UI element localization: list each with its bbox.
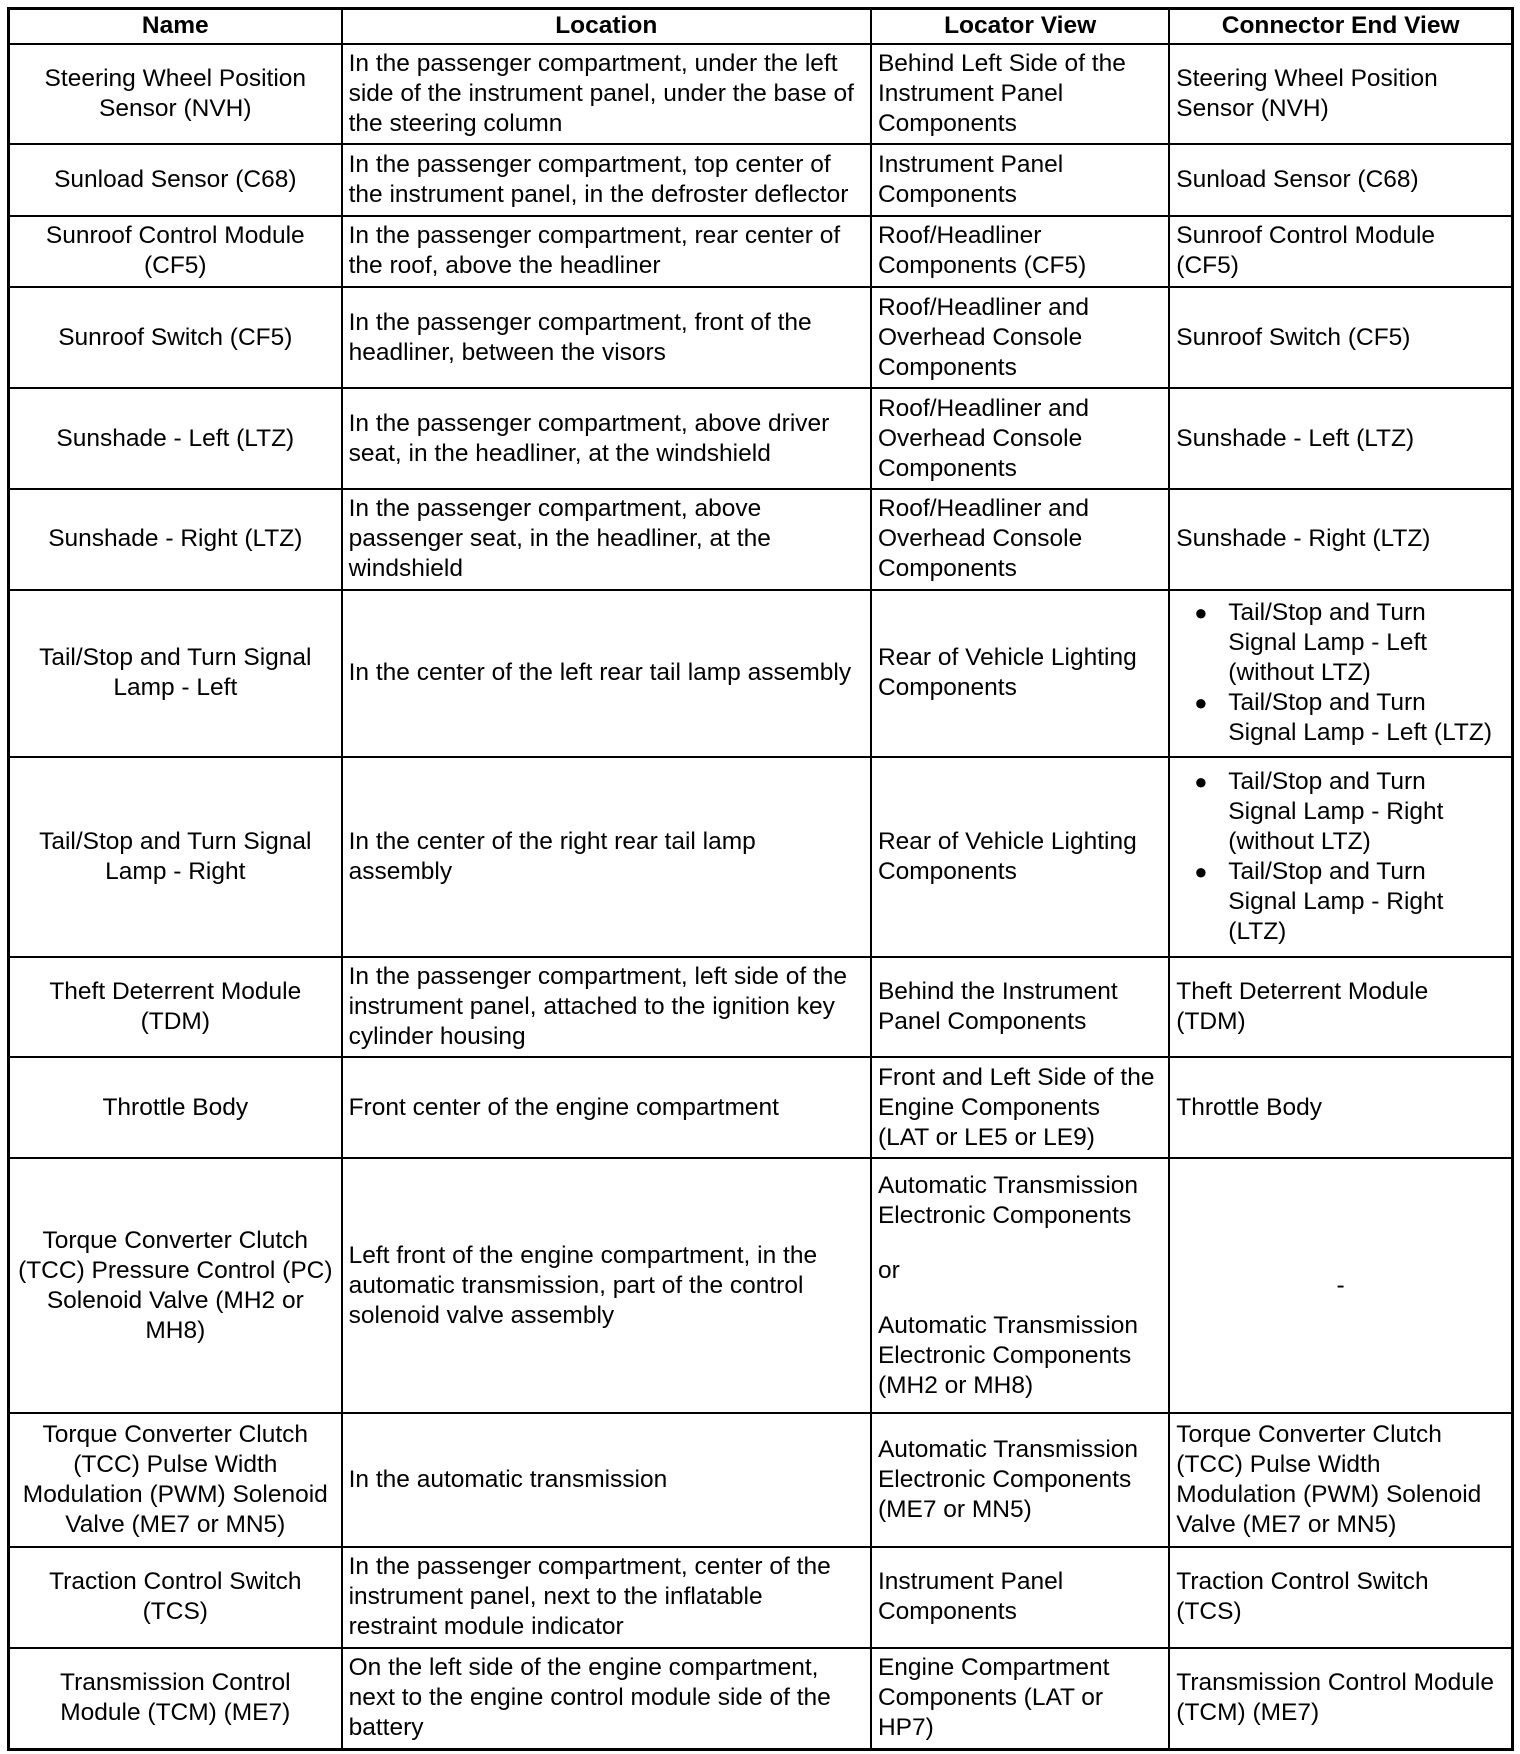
name-line: (TCC) Pulse Width: [73, 1450, 278, 1478]
location-line: In the passenger compartment, center of the: [348, 1553, 831, 1581]
connector-line: Theft Deterrent Module: [1176, 977, 1429, 1005]
connector-line: Sunroof Control Module: [1176, 222, 1436, 250]
location-line: solenoid valve assembly: [348, 1301, 615, 1329]
connector-bullet-item: [1228, 598, 1505, 688]
connector-line: Sunshade - Right (LTZ): [1176, 525, 1431, 553]
locator-line: Panel Components: [877, 1007, 1087, 1035]
connector-line: (without LTZ): [1228, 659, 1371, 687]
connector-line: (CF5): [1176, 252, 1239, 280]
connector-line: (without LTZ): [1228, 827, 1371, 855]
locator-line: HP7): [877, 1714, 934, 1742]
locator-line: Electronic Components: [877, 1465, 1132, 1493]
cell-name: [9, 287, 342, 388]
location-line: restraint module indicator: [348, 1613, 624, 1641]
cell-location: [342, 590, 871, 757]
locator-line: Behind the Instrument: [877, 977, 1118, 1005]
cell-locator-view: [871, 1648, 1169, 1750]
connector-line: Traction Control Switch: [1176, 1568, 1429, 1596]
connector-line: Valve (ME7 or MN5): [1176, 1510, 1397, 1538]
connector-line: ● Tail/Stop and Turn: [1228, 767, 1426, 795]
connector-bullet-item: [1228, 857, 1505, 947]
cell-location: [342, 1057, 871, 1158]
location-line: In the center of the left rear tail lamp assembly: [348, 659, 852, 687]
name-line: Torque Converter Clutch: [42, 1420, 309, 1448]
name-line: Lamp - Left: [113, 674, 238, 702]
location-line: Left front of the engine compartment, in the: [348, 1241, 818, 1269]
location-line: instrument panel, next to the inflatable: [348, 1583, 763, 1611]
name-line: Torque Converter Clutch: [42, 1226, 309, 1254]
connector-line: (LTZ): [1228, 917, 1287, 945]
location-line: In the passenger compartment, left side of the: [348, 962, 848, 990]
name-line: Sunshade - Right (LTZ): [48, 525, 303, 553]
locator-line: Instrument Panel: [877, 79, 1064, 107]
cell-location: [342, 44, 871, 145]
table-row: [9, 757, 1513, 957]
cell-connector-end-view: [1169, 489, 1512, 590]
table-body: [9, 44, 1513, 1750]
cell-connector-end-view: [1169, 1057, 1512, 1158]
locator-line: Components: [877, 454, 1017, 482]
table-row: [9, 216, 1513, 287]
locator-line: (MH2 or MH8): [877, 1371, 1034, 1399]
locator-line: Roof/Headliner and: [877, 495, 1090, 523]
cell-connector-end-view: [1169, 144, 1512, 215]
locator-line: Components (CF5): [877, 252, 1087, 280]
connector-line: (TCS): [1176, 1598, 1242, 1626]
location-line: windshield: [348, 555, 463, 583]
location-line: In the passenger compartment, above driver: [348, 409, 830, 437]
cell-connector-end-view: [1169, 1648, 1512, 1750]
name-line: Sensor (NVH): [99, 94, 252, 122]
cell-locator-view: [871, 489, 1169, 590]
locator-line: Components (LAT or: [877, 1684, 1104, 1712]
header-row: [9, 9, 1513, 44]
cell-locator-view: [871, 1158, 1169, 1413]
cell-connector-end-view: [1169, 388, 1512, 489]
locator-line: Automatic Transmission: [877, 1435, 1139, 1463]
location-line: side of the instrument panel, under the base of: [348, 79, 854, 107]
cell-connector-end-view: [1169, 590, 1512, 757]
location-line: In the passenger compartment, under the left: [348, 49, 838, 77]
cell-locator-view: [871, 1547, 1169, 1648]
cell-location: [342, 489, 871, 590]
connector-bullet-item: [1228, 688, 1505, 748]
cell-location: [342, 1648, 871, 1750]
location-line: the roof, above the headliner: [348, 252, 661, 280]
locator-line: Electronic Components: [877, 1341, 1132, 1369]
locator-line: Roof/Headliner: [877, 222, 1042, 250]
connector-line: (TDM): [1176, 1007, 1246, 1035]
name-line: Lamp - Right: [105, 857, 246, 885]
locator-line: Engine Compartment: [877, 1654, 1110, 1682]
cell-connector-end-view: [1169, 957, 1512, 1058]
locator-line: Behind Left Side of the: [877, 49, 1126, 77]
connector-line: Steering Wheel Position: [1176, 64, 1438, 92]
connector-line: Signal Lamp - Left (LTZ): [1228, 719, 1492, 747]
connector-line: ● Tail/Stop and Turn: [1228, 857, 1426, 885]
cell-locator-view: [871, 44, 1169, 145]
locator-line: Automatic Transmission: [877, 1311, 1139, 1339]
location-line: In the passenger compartment, top center of: [348, 151, 831, 179]
table-row: [9, 388, 1513, 489]
table-row: [9, 1057, 1513, 1158]
name-line: Sunload Sensor (C68): [54, 166, 297, 194]
cell-locator-view: [871, 757, 1169, 957]
table-row: [9, 957, 1513, 1058]
location-line: battery: [348, 1714, 424, 1742]
table-row: [9, 287, 1513, 388]
location-line: next to the engine control module side of the: [348, 1684, 831, 1712]
connector-line: Sunroof Switch (CF5): [1176, 323, 1411, 351]
cell-name: [9, 1413, 342, 1547]
name-line: Module (TCM) (ME7): [60, 1699, 291, 1727]
connector-line: Sensor (NVH): [1176, 94, 1329, 122]
table-row: [9, 489, 1513, 590]
name-line: Sunroof Control Module: [45, 222, 305, 250]
locator-line: Roof/Headliner and: [877, 293, 1090, 321]
cell-location: [342, 388, 871, 489]
location-line: In the passenger compartment, above: [348, 495, 762, 523]
cell-name: [9, 44, 342, 145]
locator-line: or: [877, 1256, 900, 1284]
location-line: instrument panel, attached to the ignition key: [348, 992, 835, 1020]
cell-name: [9, 1648, 342, 1750]
connector-line: Sunshade - Left (LTZ): [1176, 424, 1415, 452]
connector-line: Throttle Body: [1176, 1093, 1322, 1121]
cell-location: [342, 216, 871, 287]
cell-name: [9, 489, 342, 590]
table-row: [9, 144, 1513, 215]
cell-name: [9, 590, 342, 757]
name-line: Solenoid Valve (MH2 or: [46, 1286, 304, 1314]
location-line: On the left side of the engine compartment,: [348, 1654, 819, 1682]
connector-line: Modulation (PWM) Solenoid: [1176, 1480, 1482, 1508]
locator-line: Rear of Vehicle Lighting: [877, 644, 1137, 672]
cell-name: [9, 216, 342, 287]
cell-location: [342, 1158, 871, 1413]
table-row: [9, 1648, 1513, 1750]
cell-name: [9, 388, 342, 489]
table-row: [9, 44, 1513, 145]
locator-line: Overhead Console: [877, 525, 1083, 553]
connector-line: Transmission Control Module: [1176, 1669, 1494, 1697]
location-line: cylinder housing: [348, 1022, 526, 1050]
locator-line: Engine Components: [877, 1093, 1100, 1121]
cell-location: [342, 144, 871, 215]
cell-connector-end-view: [1169, 1547, 1512, 1648]
connector-bullet-list: [1176, 598, 1505, 748]
header-name: Name: [9, 9, 342, 44]
cell-location: [342, 287, 871, 388]
component-locator-table: [7, 7, 1514, 1751]
name-line: Sunshade - Left (LTZ): [56, 424, 295, 452]
connector-bullet-item: [1228, 767, 1505, 857]
name-line: (TCC) Pressure Control (PC): [18, 1256, 333, 1284]
cell-name: [9, 1547, 342, 1648]
name-line: (TDM): [140, 1007, 210, 1035]
locator-line: Components: [877, 109, 1017, 137]
location-line: In the passenger compartment, rear center of: [348, 222, 841, 250]
name-line: Steering Wheel Position: [44, 64, 307, 92]
locator-line: Components: [877, 857, 1017, 885]
locator-line: Front and Left Side of the: [877, 1063, 1155, 1091]
cell-locator-view: [871, 144, 1169, 215]
locator-line: Roof/Headliner and: [877, 394, 1090, 422]
locator-line: Overhead Console: [877, 323, 1083, 351]
connector-line: Torque Converter Clutch: [1176, 1420, 1442, 1448]
cell-name: [9, 1158, 342, 1413]
cell-connector-end-view: [1169, 216, 1512, 287]
name-line: Traction Control Switch: [49, 1568, 302, 1596]
header-location: Location: [342, 9, 871, 44]
locator-line: Components: [877, 674, 1017, 702]
table-row: [9, 1158, 1513, 1413]
locator-line: Components: [877, 555, 1017, 583]
connector-line: (TCC) Pulse Width: [1176, 1450, 1381, 1478]
locator-line: (LAT or LE5 or LE9): [877, 1123, 1095, 1151]
cell-connector-end-view: [1169, 44, 1512, 145]
connector-line: Signal Lamp - Right: [1228, 797, 1444, 825]
name-line: Tail/Stop and Turn Signal: [39, 644, 312, 672]
header-locator-view: Locator View: [871, 9, 1169, 44]
locator-line: Components: [877, 353, 1017, 381]
cell-locator-view: [871, 287, 1169, 388]
location-line: the steering column: [348, 109, 563, 137]
cell-locator-view: [871, 216, 1169, 287]
name-line: Throttle Body: [102, 1093, 249, 1121]
name-line: Theft Deterrent Module: [49, 977, 302, 1005]
location-line: seat, in the headliner, at the windshield: [348, 439, 771, 467]
connector-line: Signal Lamp - Left: [1228, 629, 1428, 657]
cell-locator-view: [871, 1057, 1169, 1158]
cell-locator-view: [871, 590, 1169, 757]
cell-locator-view: [871, 1413, 1169, 1547]
cell-locator-view: [871, 388, 1169, 489]
locator-line: Components: [877, 181, 1017, 209]
connector-line: (TCM) (ME7): [1176, 1699, 1320, 1727]
header-connector-end-view: Connector End View: [1169, 9, 1512, 44]
connector-line: Signal Lamp - Right: [1228, 887, 1444, 915]
name-line: Modulation (PWM) Solenoid: [22, 1480, 328, 1508]
name-line: (TCS): [142, 1598, 208, 1626]
table-row: [9, 590, 1513, 757]
connector-bullet-list: [1176, 767, 1505, 947]
name-line: Tail/Stop and Turn Signal: [39, 827, 312, 855]
cell-location: [342, 1413, 871, 1547]
location-line: the instrument panel, in the defroster deflector: [348, 181, 849, 209]
cell-connector-end-view: [1169, 1413, 1512, 1547]
cell-connector-end-view: [1169, 287, 1512, 388]
locator-line: Rear of Vehicle Lighting: [877, 827, 1137, 855]
name-line: Transmission Control: [60, 1669, 291, 1697]
name-line: Valve (ME7 or MN5): [65, 1510, 286, 1538]
cell-location: [342, 757, 871, 957]
cell-name: [9, 144, 342, 215]
location-line: automatic transmission, part of the control: [348, 1271, 804, 1299]
locator-line: Overhead Console: [877, 424, 1083, 452]
connector-line: ● Tail/Stop and Turn: [1228, 599, 1426, 627]
locator-line: Automatic Transmission: [877, 1171, 1139, 1199]
name-line: Sunroof Switch (CF5): [58, 323, 293, 351]
locator-line: (ME7 or MN5): [877, 1495, 1032, 1523]
cell-connector-end-view: [1169, 757, 1512, 957]
table-row: [9, 1547, 1513, 1648]
name-line: (CF5): [143, 252, 207, 280]
locator-line: Electronic Components: [877, 1201, 1132, 1229]
cell-name: [9, 957, 342, 1058]
connector-line: ● Tail/Stop and Turn: [1228, 689, 1426, 717]
location-line: In the passenger compartment, front of the: [348, 308, 812, 336]
location-line: headliner, between the visors: [348, 338, 666, 366]
cell-name: [9, 757, 342, 957]
location-line: In the automatic transmission: [348, 1465, 668, 1493]
location-line: assembly: [348, 857, 453, 885]
cell-connector-end-view: -: [1169, 1158, 1512, 1413]
locator-line: Instrument Panel: [877, 151, 1064, 179]
cell-location: [342, 1547, 871, 1648]
locator-line: Components: [877, 1598, 1017, 1626]
cell-location: [342, 957, 871, 1058]
connector-line: Sunload Sensor (C68): [1176, 166, 1419, 194]
cell-name: [9, 1057, 342, 1158]
location-line: Front center of the engine compartment: [348, 1093, 779, 1121]
location-line: passenger seat, in the headliner, at the: [348, 525, 771, 553]
table-row: [9, 1413, 1513, 1547]
locator-line: Instrument Panel: [877, 1568, 1064, 1596]
name-line: MH8): [145, 1316, 206, 1344]
location-line: In the center of the right rear tail lamp: [348, 827, 756, 855]
cell-locator-view: [871, 957, 1169, 1058]
